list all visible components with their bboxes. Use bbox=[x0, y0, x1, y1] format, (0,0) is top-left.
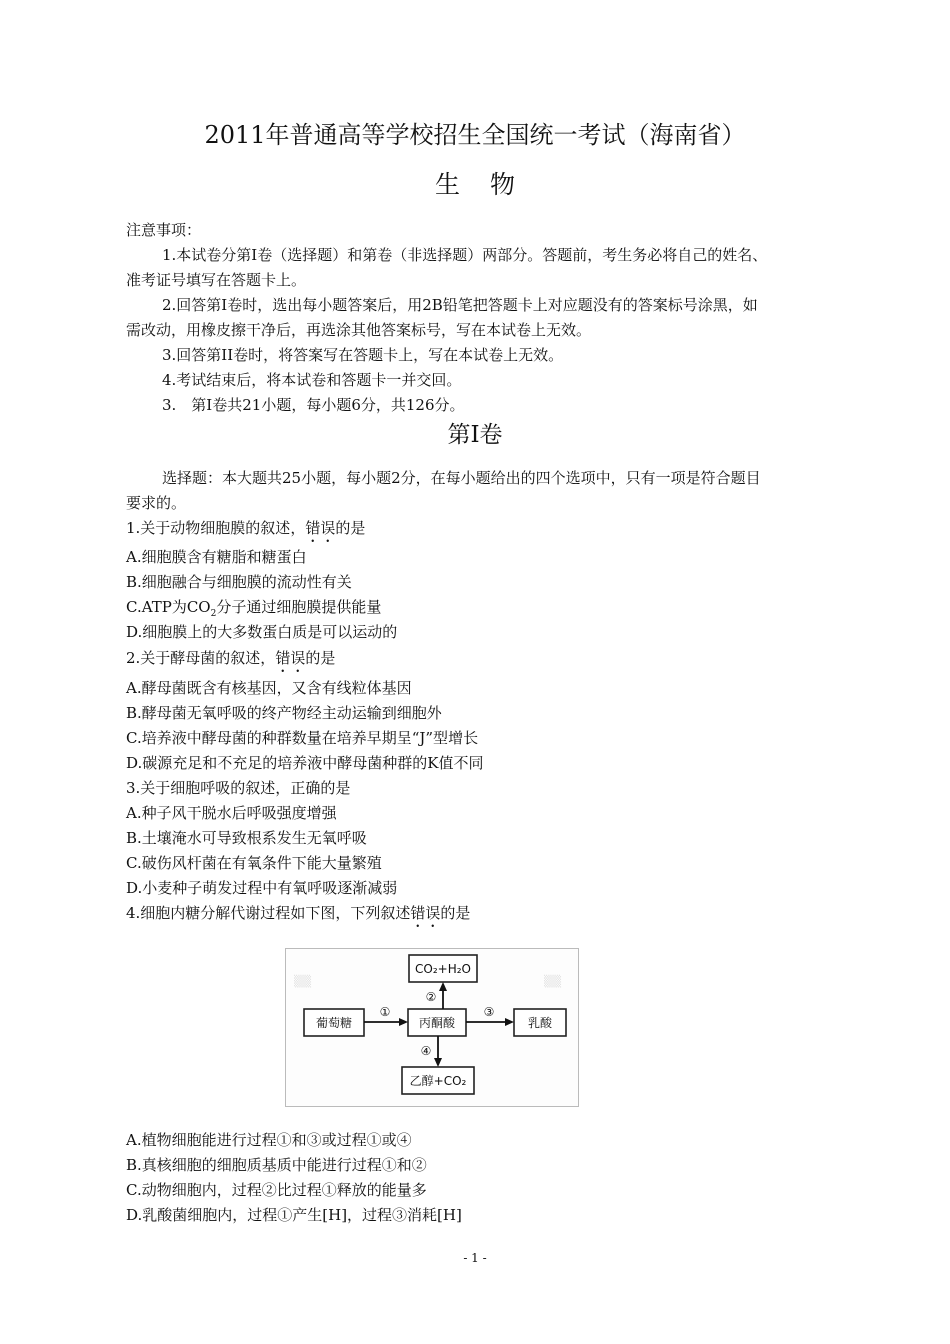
question-2-stem bbox=[126, 648, 335, 676]
glycolysis-diagram bbox=[285, 948, 579, 1107]
notice-item-5: 3. 第Ⅰ卷共21小题，每小题6分，共126分。 bbox=[162, 396, 465, 414]
diagram-step-2-label: ② bbox=[425, 990, 437, 1004]
question-1-option-c bbox=[126, 597, 381, 624]
question-2-option-b: B.酵母菌无氧呼吸的终产物经主动运输到细胞外 bbox=[126, 704, 442, 722]
diagram-label-co2-h2o: CO₂+H₂O bbox=[415, 962, 471, 976]
question-3-option-c: C.破伤风杆菌在有氧条件下能大量繁殖 bbox=[126, 854, 382, 872]
notice-item-3: 3.回答第II卷时，将答案写在答题卡上，写在本试卷上无效。 bbox=[162, 346, 564, 364]
notice-item-2: 2.回答第Ⅰ卷时，选出每小题答案后，用2B铅笔把答题卡上对应题没有的答案标号涂黑，如 bbox=[162, 296, 758, 314]
question-2-option-a: A.酵母菌既含有核基因，又含有线粒体基因 bbox=[126, 679, 412, 697]
question-3-stem: 3.关于细胞呼吸的叙述，正确的是 bbox=[126, 779, 351, 797]
exam-title: 2011年普通高等学校招生全国统一考试（海南省） bbox=[204, 121, 746, 149]
diagram-label-pyruvate: 丙酮酸 bbox=[418, 1016, 456, 1030]
diagram-arrowhead-2 bbox=[439, 982, 447, 991]
diagram-arrowhead-4 bbox=[434, 1058, 442, 1067]
question-1-stem-prefix: 1.关于动物细胞膜的叙述， bbox=[126, 519, 306, 537]
notice-item-1: 1.本试卷分第Ⅰ卷（选择题）和第卷（非选择题）两部分。答题前，考生务必将自己的姓名、 bbox=[162, 246, 768, 264]
diagram-label-glucose: 葡萄糖 bbox=[315, 1016, 353, 1030]
question-2-option-d: D.碳源充足和不充足的培养液中酵母菌种群的K值不同 bbox=[126, 754, 484, 772]
question-1-option-c-subscript: 2 bbox=[210, 609, 217, 619]
question-4-stem-emphasis: 错误 bbox=[410, 904, 441, 922]
notice-item-2-cont: 需改动，用橡皮擦干净后，再选涂其他答案标号，写在本试卷上无效。 bbox=[126, 321, 592, 339]
question-3-option-b: B.土壤淹水可导致根系发生无氧呼吸 bbox=[126, 829, 367, 847]
question-4-stem-prefix: 4.细胞内糖分解代谢过程如下图，下列叙述 bbox=[126, 904, 411, 922]
question-4-option-a: A.植物细胞能进行过程①和③或过程①或④ bbox=[126, 1131, 412, 1149]
question-1-stem-suffix: 的是 bbox=[335, 519, 366, 537]
diagram-step-3-label: ③ bbox=[483, 1005, 495, 1019]
diagram-step-1-label: ① bbox=[379, 1005, 391, 1019]
diagram-background-mark-2: ▒▒ bbox=[544, 975, 561, 988]
question-1-option-b: B.细胞融合与细胞膜的流动性有关 bbox=[126, 573, 352, 591]
question-2-stem-suffix: 的是 bbox=[305, 649, 336, 667]
diagram-background-mark-1: ▒▒ bbox=[294, 975, 311, 988]
question-4-stem-suffix: 的是 bbox=[440, 904, 471, 922]
question-1-stem-emphasis: 错误 bbox=[305, 519, 336, 537]
question-1-option-d: D.细胞膜上的大多数蛋白质是可以运动的 bbox=[126, 623, 398, 641]
diagram-label-ethanol-co2: 乙醇+CO₂ bbox=[409, 1074, 467, 1088]
question-1-option-a: A.细胞膜含有糖脂和糖蛋白 bbox=[126, 548, 307, 566]
notice-item-1-cont: 准考证号填写在答题卡上。 bbox=[126, 271, 307, 289]
question-1-stem bbox=[126, 518, 365, 546]
question-4-stem bbox=[126, 903, 470, 931]
diagram-arrowhead-1 bbox=[399, 1018, 408, 1026]
question-3-option-a: A.种子风干脱水后呼吸强度增强 bbox=[126, 804, 337, 822]
question-2-stem-prefix: 2.关于酵母菌的叙述， bbox=[126, 649, 276, 667]
question-2-stem-emphasis: 错误 bbox=[275, 649, 306, 667]
question-2-option-c: C.培养液中酵母菌的种群数量在培养早期呈“J”型增长 bbox=[126, 729, 479, 747]
notice-heading: 注意事项： bbox=[126, 221, 202, 239]
question-1-option-c-prefix: C.ATP为CO bbox=[126, 598, 211, 616]
page-number: - 1 - bbox=[463, 1251, 487, 1265]
glycolysis-diagram-svg bbox=[286, 949, 578, 1106]
diagram-arrowhead-3 bbox=[505, 1018, 514, 1026]
instructions-line-2: 要求的。 bbox=[126, 494, 187, 512]
diagram-step-4-label: ④ bbox=[420, 1044, 432, 1058]
instructions-line-1: 选择题：本大题共25小题，每小题2分，在每小题给出的四个选项中，只有一项是符合题目 bbox=[162, 469, 761, 487]
question-3-option-d: D.小麦种子萌发过程中有氧呼吸逐渐减弱 bbox=[126, 879, 398, 897]
question-1-option-c-suffix: 分子通过细胞膜提供能量 bbox=[216, 598, 382, 616]
subject-title: 生物 bbox=[434, 170, 545, 199]
question-4-option-d: D.乳酸菌细胞内，过程①产生[H]，过程③消耗[H] bbox=[126, 1206, 462, 1224]
question-4-option-c: C.动物细胞内，过程②比过程①释放的能量多 bbox=[126, 1181, 427, 1199]
question-4-option-b: B.真核细胞的细胞质基质中能进行过程①和② bbox=[126, 1156, 427, 1174]
notice-item-4: 4.考试结束后，将本试卷和答题卡一并交回。 bbox=[162, 371, 462, 389]
section-title: 第Ⅰ卷 bbox=[447, 422, 503, 448]
diagram-label-lactate: 乳酸 bbox=[527, 1016, 553, 1030]
